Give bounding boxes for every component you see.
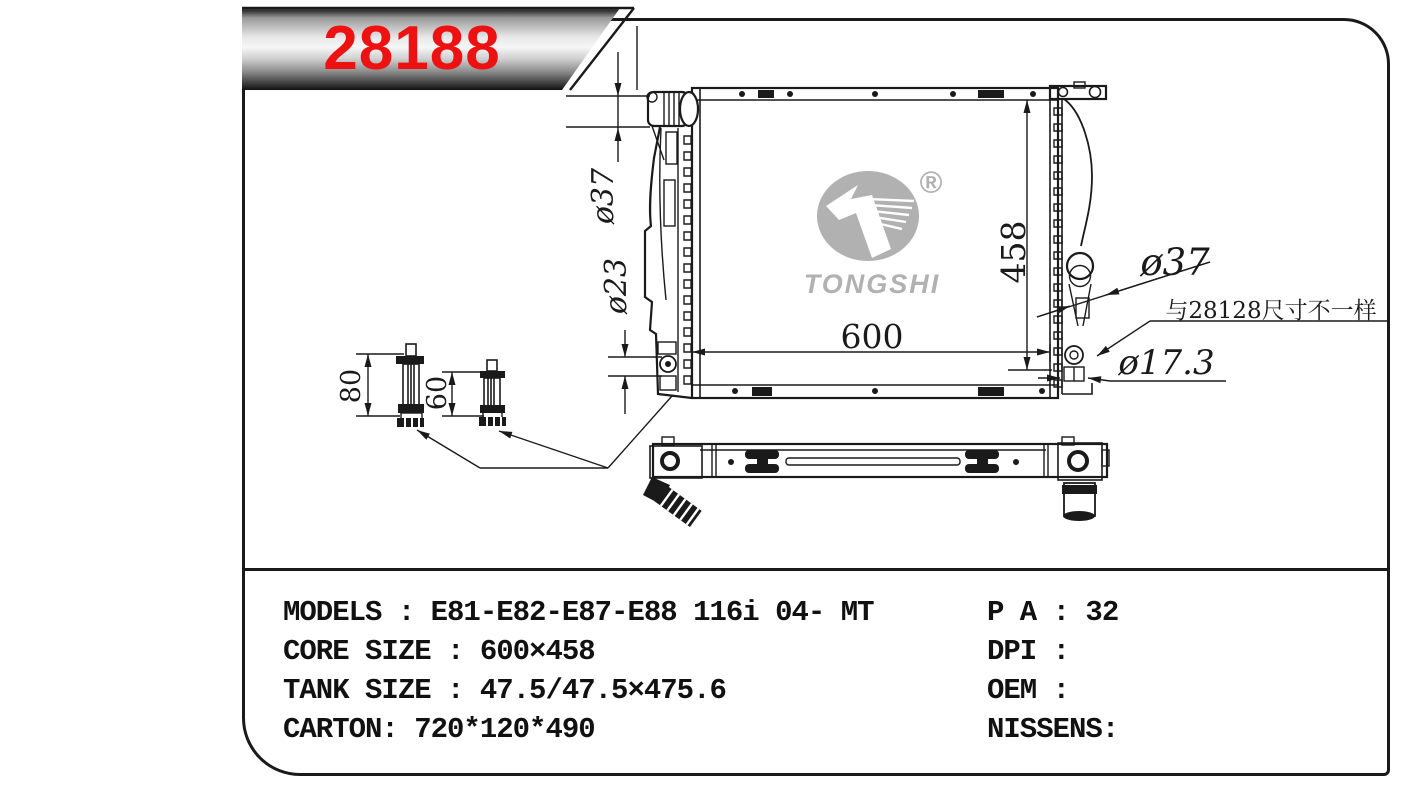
mounting-pin-left — [396, 344, 424, 427]
brand-wordmark: TONGSHI — [803, 268, 941, 299]
dim-pin-right-label: 60 — [421, 375, 453, 411]
dim-inlet-pipe-label: ø37 — [1140, 240, 1210, 284]
dim-core-width-label: 600 — [840, 316, 904, 356]
dim-pin-left-label: 80 — [335, 368, 367, 404]
registered-trademark-icon: ® — [919, 165, 943, 200]
spec-carton: CARTON: 720*120*490 — [283, 712, 595, 746]
brand-logo-icon — [817, 171, 919, 261]
spec-tank-size: TANK SIZE : 47.5/47.5×475.6 — [283, 673, 726, 707]
dim-outlet-pipe-label: ø17.3 — [1118, 343, 1215, 383]
dim-core-height-label: 458 — [993, 220, 1033, 284]
left-tank — [645, 92, 698, 398]
dim-left-pipe-label: ø23 — [598, 257, 634, 315]
spec-dpi: DPI : — [987, 634, 1070, 668]
part-number: 28188 — [323, 13, 501, 83]
spec-core-size: CORE SIZE : 600×458 — [283, 634, 595, 668]
radiator-bottom-view — [643, 437, 1109, 527]
spec-nissens: NISSENS: — [987, 712, 1119, 746]
spec-models: MODELS : E81-E82-E87-E88 116i 04- MT — [283, 595, 874, 629]
spec-oem: OEM : — [987, 673, 1070, 707]
spec-pa: P A : 32 — [987, 595, 1119, 629]
dim-filler-neck-label: ø37 — [585, 167, 621, 225]
comparison-note: 与28128尺寸不一样 — [1165, 297, 1377, 324]
